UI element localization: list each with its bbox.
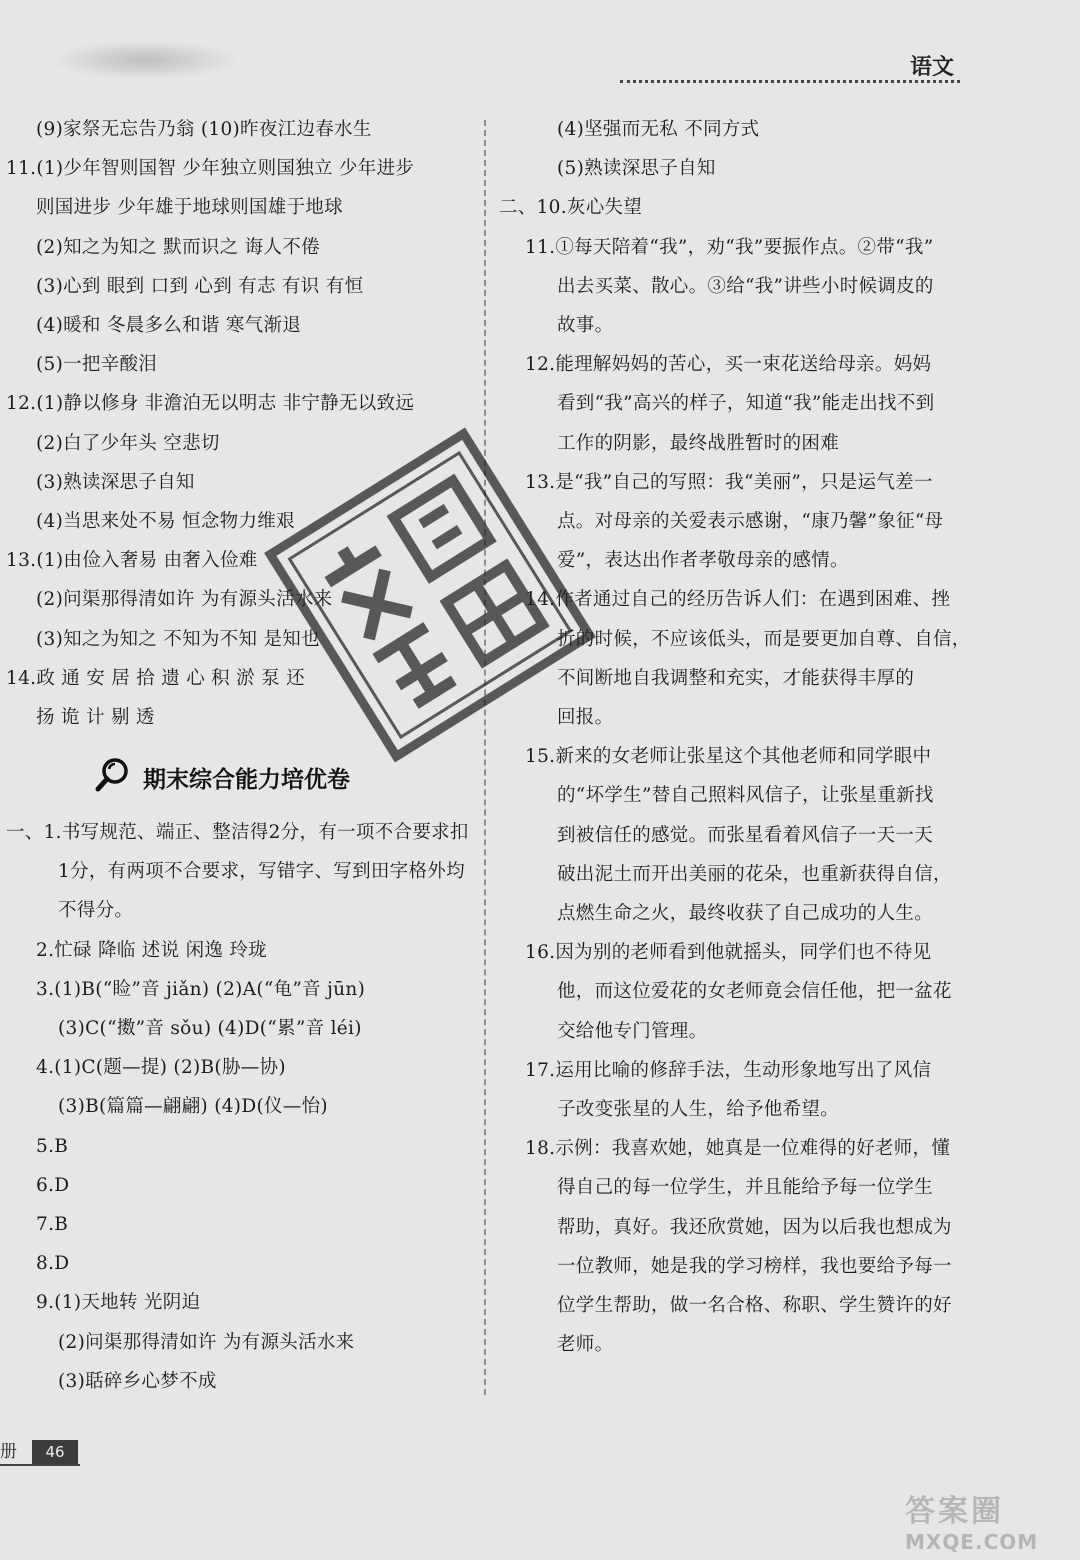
subject-label: 语文 <box>910 55 955 80</box>
answer-line: (5)一把辛酸泪 <box>36 354 158 376</box>
answer-line: 得自己的每一位学生，并且能给予每一位学生 <box>557 1177 934 1199</box>
answer-line: (2)问渠那得清如许 为有源头活水来 <box>36 589 333 611</box>
answer-line: (5)熟读深思子自知 <box>557 158 716 180</box>
answer-line: 5.B <box>36 1135 69 1157</box>
answer-line: 15.新来的女老师让张星这个其他老师和同学眼中 <box>525 746 932 768</box>
answer-line: 交给他专门管理。 <box>557 1020 708 1042</box>
answer-line: (2)知之为知之 默而识之 诲人不倦 <box>36 236 320 258</box>
answer-line: 9.(1)天地转 光阴迫 <box>36 1292 201 1314</box>
answer-line: 18.示例：我喜欢她，她真是一位难得的好老师，懂 <box>525 1138 951 1160</box>
answer-line: 回报。 <box>557 707 614 728</box>
answer-line: (2)问渠那得清如许 为有源头活水来 <box>58 1331 355 1353</box>
answer-line: 扬 诡 计 剔 透 <box>36 707 155 728</box>
answer-line: 14.政 通 安 居 拾 遗 心 积 淤 泵 还 <box>6 667 305 689</box>
answer-line: 他，而这位爱花的女老师竟会信任他，把一盆花 <box>557 981 952 1003</box>
answer-line: 出去买菜、散心。③给“我”讲些小时候调皮的 <box>557 275 934 297</box>
answer-line: 8.D <box>36 1253 70 1275</box>
footer-rule <box>0 1464 80 1466</box>
answer-line: 3.(1)B(“睑”音 jiǎn) (2)A(“龟”音 jūn) <box>36 978 366 1000</box>
answer-line: 的“坏学生”替自己照料风信子，让张星重新找 <box>557 785 934 807</box>
answer-line: 1分，有两项不合要求，写错字、写到田字格外均 <box>58 861 465 883</box>
answer-line: (4)坚强而无私 不同方式 <box>557 119 760 140</box>
answer-line: 不得分。 <box>58 900 134 922</box>
answer-line: 6.D <box>36 1174 70 1196</box>
answer-line: 13.是“我”自己的写照：我“美丽”，只是运气差一 <box>525 471 933 493</box>
answer-line: (3)聒碎乡心梦不成 <box>58 1370 217 1392</box>
section-title: 期末综合能力培优卷 <box>143 766 350 793</box>
answer-line: (2)白了少年头 空悲切 <box>36 432 220 454</box>
answer-line: 破出泥土而开出美丽的花朵，也重新获得自信， <box>557 863 952 885</box>
answer-line: 12.(1)静以修身 非澹泊无以明志 非宁静无以致远 <box>6 393 415 415</box>
answer-line: 一位教师，她是我的学习榜样，我也要给予每一 <box>557 1255 952 1277</box>
answer-line: 爱”，表达出作者孝敬母亲的感情。 <box>557 550 849 572</box>
column-divider <box>484 120 486 1395</box>
answer-line: 折的时候，不应该低头，而是要更加自尊、自信， <box>557 628 971 650</box>
answer-line: 7.B <box>36 1214 69 1235</box>
header-dotted-rule <box>620 80 960 83</box>
answer-line: (4)暖和 冬晨多么和谐 寒气渐退 <box>36 315 302 336</box>
answer-line: (3)知之为知之 不知为不知 是知也 <box>36 628 320 650</box>
answer-line: 看到“我”高兴的样子，知道“我”能走出找不到 <box>557 393 935 415</box>
answer-line: (3)熟读深思子自知 <box>36 471 195 493</box>
magnifier-icon <box>95 756 133 798</box>
answer-line: 故事。 <box>557 315 614 336</box>
answer-line: 11.(1)少年智则国智 少年独立则国独立 少年进步 <box>6 158 415 180</box>
answer-line: (3)心到 眼到 口到 心到 有志 有识 有恒 <box>36 275 364 297</box>
answer-line: 不间断地自我调整和充实，才能获得丰厚的 <box>557 667 915 689</box>
answer-line: 2.忙碌 降临 述说 闲逸 玲珑 <box>36 939 267 961</box>
answer-line: 二、10.灰心失望 <box>499 197 643 219</box>
watermark-url: MXQE.COM <box>905 1530 1039 1554</box>
answer-line: 11.①每天陪着“我”，劝“我”要振作点。②带“我” <box>525 236 934 258</box>
answer-line: 则国进步 少年雄于地球则国雄于地球 <box>36 197 343 219</box>
answer-line: 12.能理解妈妈的苦心，买一束花送给母亲。妈妈 <box>525 354 932 376</box>
answer-line: (3)B(篇篇—翩翩) (4)D(仪—怡) <box>58 1096 328 1118</box>
answer-line: 13.(1)由俭入奢易 由奢入俭难 <box>6 550 258 572</box>
answer-line: (4)当思来处不易 恒念物力维艰 <box>36 511 295 532</box>
answer-line: (9)家祭无忘告乃翁 (10)昨夜江边春水生 <box>36 119 372 140</box>
answer-line: 16.因为别的老师看到他就摇头，同学们也不待见 <box>525 942 932 964</box>
answer-line: 17.运用比喻的修辞手法，生动形象地写出了风信 <box>525 1059 932 1081</box>
answer-line: 4.(1)C(题—提) (2)B(胁—协) <box>36 1057 286 1079</box>
volume-label: 册 <box>0 1442 17 1462</box>
answer-line: 帮助，真好。我还欣赏她，因为以后我也想成为 <box>557 1216 952 1238</box>
answer-line: (3)C(“擞”音 sǒu) (4)D(“累”音 léi) <box>58 1018 362 1039</box>
answer-line: 位学生帮助，做一名合格、称职、学生赞许的好 <box>557 1295 952 1316</box>
answer-line: 子改变张星的人生，给予他希望。 <box>557 1099 840 1120</box>
answer-line: 点。对母亲的关爱表示感谢，“康乃馨”象征“母 <box>557 511 944 532</box>
answer-line: 14.作者通过自己的经历告诉人们：在遇到困难、挫 <box>525 589 951 611</box>
answer-line: 工作的阴影，最终战胜暂时的困难 <box>557 432 840 454</box>
page-number: 46 <box>32 1440 78 1464</box>
section-heading <box>95 755 350 799</box>
answer-line: 老师。 <box>557 1334 614 1356</box>
answer-line: 一、1.书写规范、端正、整洁得2分，有一项不合要求扣 <box>6 822 469 843</box>
answer-line: 到被信任的感觉。而张星看着风信子一天一天 <box>557 824 934 846</box>
watermark-logo: 答案圈 <box>905 1494 1004 1529</box>
answer-line: 点燃生命之火，最终收获了自己成功的人生。 <box>557 903 934 924</box>
header-logo-smudge <box>50 40 240 80</box>
